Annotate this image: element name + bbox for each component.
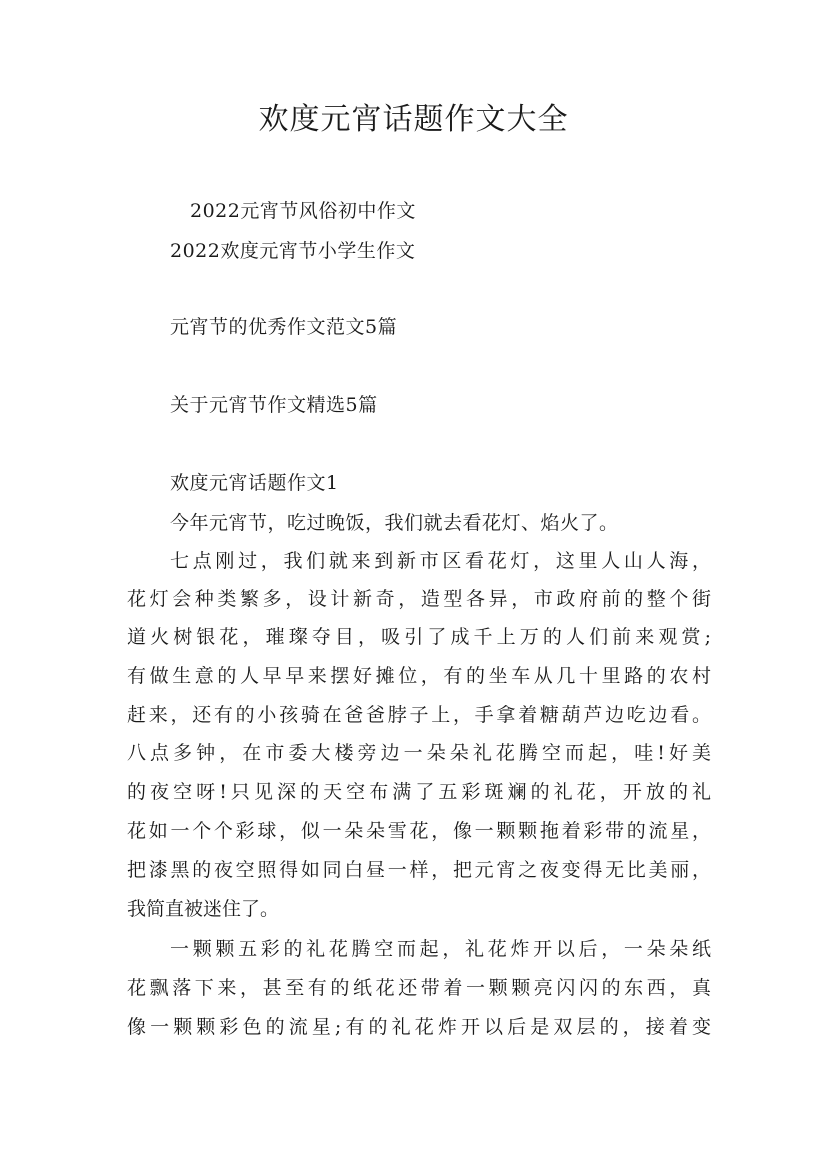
section-heading: 欢度元宵话题作文1 — [170, 472, 339, 494]
paragraph-line: 有做生意的人早早来摆好摊位，有的坐车从几十里路的农村 — [127, 665, 711, 687]
paragraph-line: 花如一个个彩球，似一朵朵雪花，像一颗颗拖着彩带的流星， — [127, 820, 711, 842]
paragraph-line: 花灯会种类繁多，设计新奇，造型各异，市政府前的整个街 — [127, 588, 711, 610]
paragraph-line: 一颗颗五彩的礼花腾空而起，礼花炸开以后，一朵朵纸 — [170, 938, 711, 960]
document-title: 欢度元宵话题作文大全 — [258, 102, 569, 137]
related-article-4: 关于元宵节作文精选5篇 — [170, 394, 378, 416]
paragraph-line: 花飘落下来，甚至有的纸花还带着一颗颗亮闪闪的东西，真 — [127, 977, 711, 999]
paragraph-line: 八点多钟，在市委大楼旁边一朵朵礼花腾空而起，哇!好美 — [127, 742, 711, 764]
paragraph-line: 七点刚过，我们就来到新市区看花灯，这里人山人海， — [170, 550, 711, 572]
related-article-1: 2022元宵节风俗初中作文 — [190, 200, 416, 222]
related-article-3: 元宵节的优秀作文范文5篇 — [170, 316, 398, 338]
related-article-2: 2022欢度元宵节小学生作文 — [170, 240, 416, 262]
paragraph-line: 的夜空呀!只见深的天空布满了五彩斑斓的礼花，开放的礼 — [127, 781, 711, 803]
paragraph-line: 道火树银花，璀璨夺目，吸引了成千上万的人们前来观赏; — [127, 626, 711, 648]
paragraph-line: 像一颗颗彩色的流星;有的礼花炸开以后是双层的，接着变 — [127, 1016, 711, 1038]
paragraph-line: 我简直被迷住了。 — [127, 898, 280, 920]
paragraph-line: 赶来，还有的小孩骑在爸爸脖子上，手拿着糖葫芦边吃边看。 — [127, 704, 711, 726]
paragraph-line: 今年元宵节，吃过晚饭，我们就去看花灯、焰火了。 — [170, 512, 619, 534]
paragraph-line: 把漆黑的夜空照得如同白昼一样，把元宵之夜变得无比美丽， — [127, 859, 711, 881]
